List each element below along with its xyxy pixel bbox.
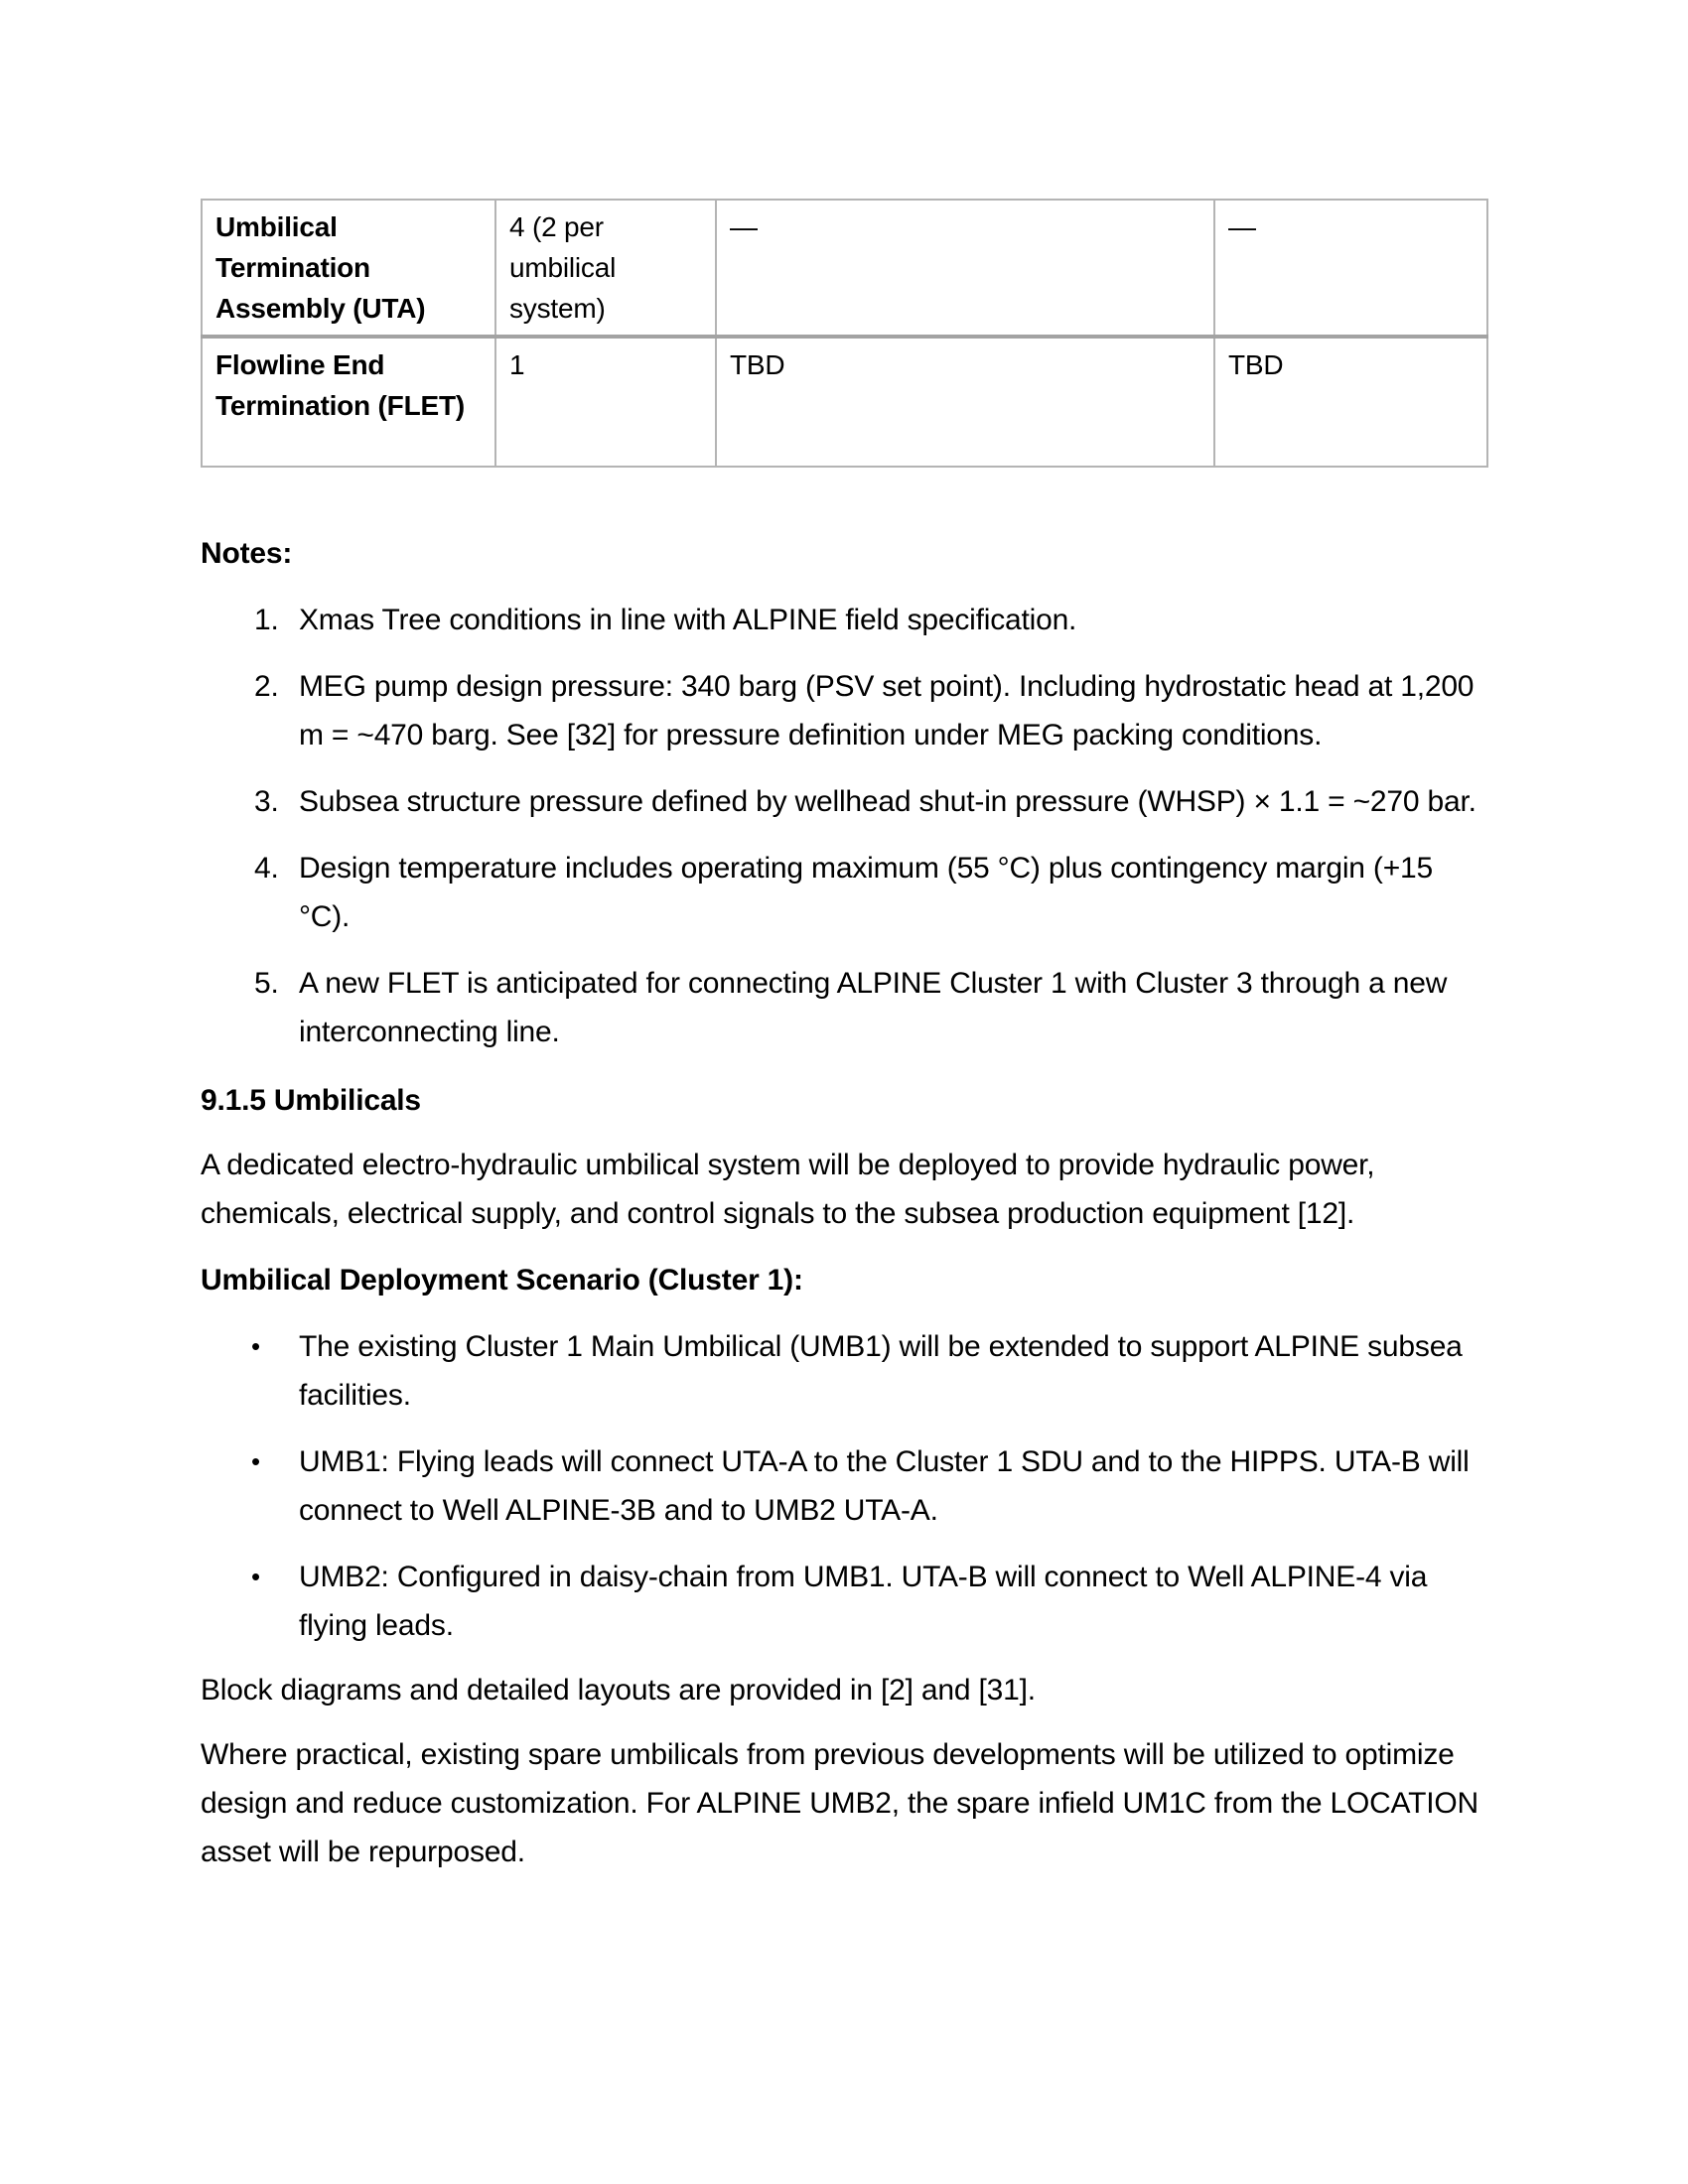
section-heading: 9.1.5 Umbilicals xyxy=(201,1084,421,1117)
table-cell-item-name: Umbilical Termination Assembly (UTA) xyxy=(202,200,495,337)
table-cell-item-name: Flowline End Termination (FLET) xyxy=(202,337,495,467)
table-cell-value: — xyxy=(1214,200,1487,337)
note-text: MEG pump design pressure: 340 barg (PSV set point). Including hydrostatic head at 1,200 m = ~470 barg. See [32] for pressure definition under MEG packing conditions. xyxy=(299,670,1475,751)
note-number: 3. xyxy=(254,785,279,818)
table-row xyxy=(202,200,1487,337)
intro-paragraph: A dedicated electro-hydraulic umbilical system will be deployed to provide hydraulic power, chemicals, electrical supply, and control signals to the subsea production equipment [12]. xyxy=(201,1149,1375,1230)
bullet-item xyxy=(201,1437,1491,1535)
note-text: Xmas Tree conditions in line with ALPINE field specification. xyxy=(299,604,1077,636)
note-item xyxy=(201,959,1491,1056)
table-cell-value: TBD xyxy=(1214,337,1487,467)
bullet-icon: • xyxy=(251,1562,260,1591)
table-cell-quantity: 1 xyxy=(495,337,716,467)
note-item xyxy=(201,777,1491,826)
closing-paragraph: Where practical, existing spare umbilicals from previous developments will be utilized to optimize design and reduce customization. For ALPINE UMB2, the spare infield UM1C from the LOCATION asset will be repurposed. xyxy=(201,1738,1479,1868)
note-item xyxy=(201,844,1491,941)
bullet-icon: • xyxy=(251,1331,260,1361)
bullet-text: UMB1: Flying leads will connect UTA-A to the Cluster 1 SDU and to the HIPPS. UTA-B will connect to Well ALPINE-3B and to UMB2 UTA-A. xyxy=(299,1445,1470,1527)
table-row xyxy=(202,337,1487,467)
note-text: A new FLET is anticipated for connecting ALPINE Cluster 1 with Cluster 3 through a new interconnecting line. xyxy=(299,967,1448,1048)
bullet-item xyxy=(201,1322,1491,1420)
note-number: 5. xyxy=(254,967,279,1000)
note-item xyxy=(201,596,1491,644)
closing-paragraph: Block diagrams and detailed layouts are provided in [2] and [31]. xyxy=(201,1674,1036,1706)
scenario-heading: Umbilical Deployment Scenario (Cluster 1): xyxy=(201,1264,803,1297)
table-cell-value: TBD xyxy=(716,337,1214,467)
note-text: Design temperature includes operating maximum (55 °C) plus contingency margin (+15 °C). xyxy=(299,852,1433,933)
note-item xyxy=(201,662,1491,759)
table-cell-value: — xyxy=(716,200,1214,337)
bullet-icon: • xyxy=(251,1446,260,1476)
equipment-count-table xyxy=(201,199,1488,468)
table-cell-quantity: 4 (2 per umbilical system) xyxy=(495,200,716,337)
bullet-item xyxy=(201,1553,1491,1650)
note-number: 4. xyxy=(254,852,279,885)
bullet-text: UMB2: Configured in daisy-chain from UMB1. UTA-B will connect to Well ALPINE-4 via flying leads. xyxy=(299,1561,1428,1642)
note-number: 2. xyxy=(254,670,279,703)
document-content xyxy=(201,199,1491,1876)
note-text: Subsea structure pressure defined by wellhead shut-in pressure (WHSP) × 1.1 = ~270 bar. xyxy=(299,785,1477,818)
notes-heading: Notes: xyxy=(201,537,293,570)
note-number: 1. xyxy=(254,604,279,636)
bullet-text: The existing Cluster 1 Main Umbilical (UMB1) will be extended to support ALPINE subsea facilities. xyxy=(299,1330,1463,1412)
